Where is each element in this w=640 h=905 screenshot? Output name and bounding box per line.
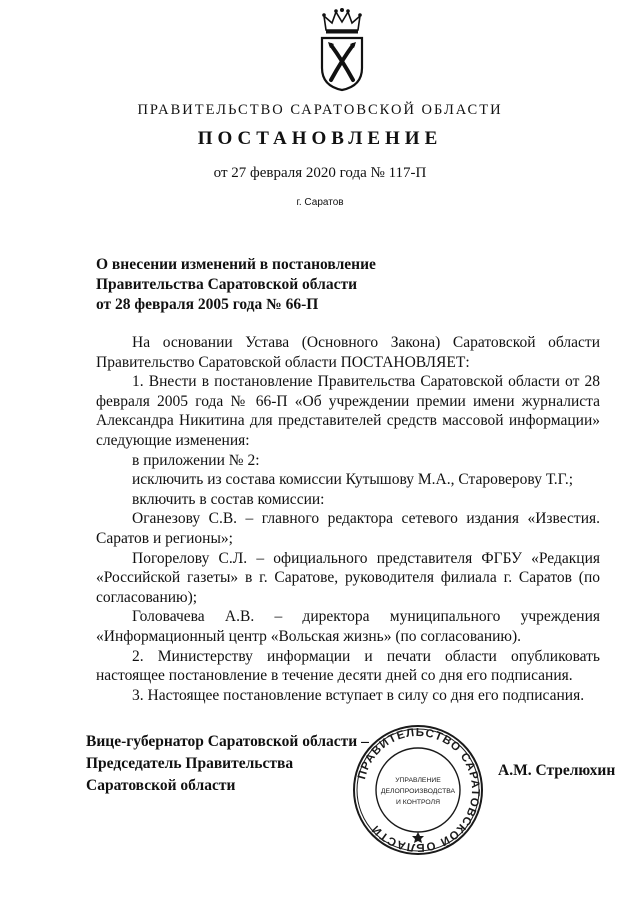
city-label: г. Саратов [296,197,344,208]
decree-date-number: от 27 февраля 2020 года № 117-П [213,165,427,181]
body-paragraph: Погорелову С.Л. – официального представителя ФГБУ «Редакция «Российской газеты» в г. Саратове, руководителя филиала г. Саратов (по согласованию); [96,549,600,606]
signer-line: Вице-губернатор Саратовской области – [86,733,369,750]
stamp-center-text: И КОНТРОЛЯ [396,799,440,806]
signer-line: Саратовской области [86,777,236,794]
decree-subject [96,255,376,315]
body-paragraph: Головачева А.В. – директора муниципального учреждения «Информационный центр «Вольская жизнь» (по согласованию). [96,608,600,645]
document-type: ПОСТАНОВЛЕНИЕ [197,128,443,149]
body-paragraph: исключить из состава комиссии Кутышову М.А., Староверову Т.Г.; [132,471,574,489]
subject-line: О внесении изменений в постановление [96,256,376,273]
body-paragraph: включить в состав комиссии: [132,490,325,508]
signer-line: Председатель Правительства [86,755,294,772]
signer-position [86,731,369,797]
body-paragraph: 1. Внести в постановление Правительства Саратовской области от 28 февраля 2005 года № 66-П «Об учреждении премии имени журналиста Александра Никитина для представителей средств массовой информации» следующие изменения: [96,373,600,449]
stamp-center-text: УПРАВЛЕНИЕ [395,777,441,784]
body-paragraph: 3. Настоящее постановление вступает в силу со дня его подписания. [132,686,585,704]
stamp-ring-text: ПРАВИТЕЛЬСТВО САРАТОВСКОЙ ОБЛАСТИ [356,726,482,854]
body-paragraph: 2. Министерству информации и печати области опубликовать настоящее постановление в течение десяти дней со дня его подписания. [96,647,600,685]
signer-name: А.М. Стрелюхин [498,762,616,779]
government-title: ПРАВИТЕЛЬСТВО САРАТОВСКОЙ ОБЛАСТИ [137,102,503,118]
decree-body [96,333,600,705]
subject-line: от 28 февраля 2005 года № 66-П [96,296,319,313]
official-stamp [352,724,484,856]
stamp-center-text: ДЕЛОПРОИЗВОДСТВА [380,788,456,795]
saratov-coat-of-arms-icon [318,8,366,92]
body-paragraph: в приложении № 2: [132,451,260,469]
subject-line: Правительства Саратовской области [96,276,357,293]
body-paragraph: Оганезову С.В. – главного редактора сетевого издания «Известия. Саратов и регионы»; [96,510,600,547]
body-paragraph: На основании Устава (Основного Закона) Саратовской области Правительство Саратовской области ПОСТАНОВЛЯЕТ: [96,334,600,371]
